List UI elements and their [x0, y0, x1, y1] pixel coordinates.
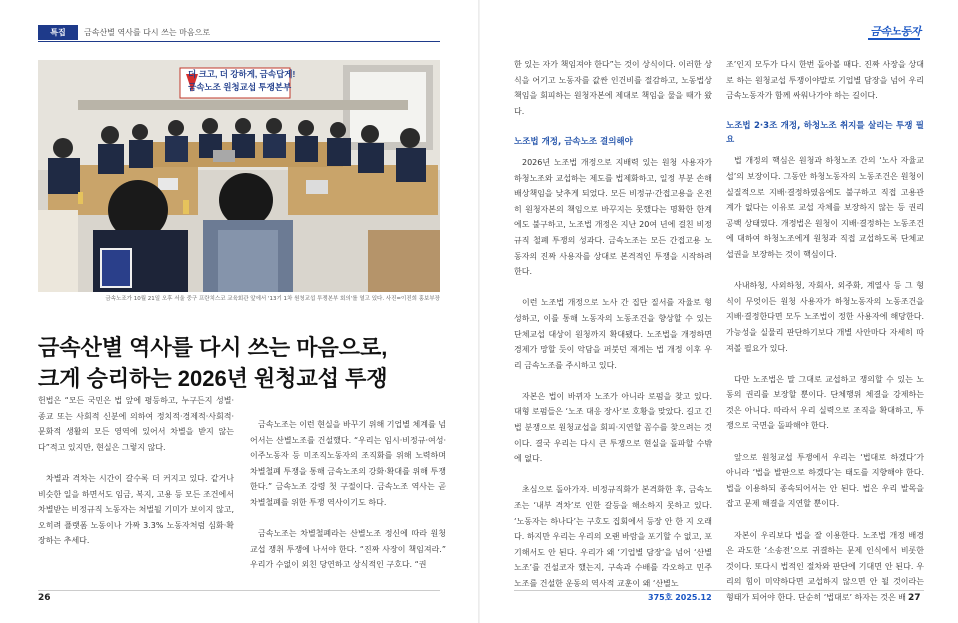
photo-caption: 금속노조가 10월 21일 오후 서울 중구 프란치스코 교육회관 앞에서 '13기 1차 원청교섭 투쟁본부 회의'를 열고 있다. 사진=이진희 홍보부장 — [105, 296, 440, 302]
paragraph: 헌법은 “모든 국민은 법 앞에 평등하고, 누구든지 성별·종교 또는 사회적 신분에 의하여 정치적·경제적·사회적·문화적 생활의 모든 영역에 있어서 차별을 받지 않는다”적고 있지만, 현실은 그렇지 않다. — [38, 396, 234, 452]
paragraph: 조’인지 모두가 다시 한번 돌아볼 때다. 진짜 사장을 상대로 하는 원청교섭 투쟁이야말로 기업별 담장을 넘어 우리 금속노동자가 함께 싸워나가야 하는 길이다. — [726, 60, 924, 101]
paragraph: 초심으로 돌아가자. 비정규직화가 본격화한 후, 금속노조는 ‘내부 격차’로 인한 갈등을 해소하지 못하고 있다. ‘노동자는 하나다’는 구호도 집회에서 등장 안 한 지 오래다. 하지만 우리는 우리의 오랜 바람을 포기할 수 없고, 포기해서도 안 된다. 우리가 왜 ‘기업별 담장’을 넘어 ‘산별노조’를 건설코자 했는지, 구속과 수배를 각오하고 민주노조를 건설한 운동의 역사적 교훈이 왜 ‘산별노 — [514, 485, 712, 588]
headline-line-2: 크게 승리하는 2026년 원청교섭 투쟁 — [38, 366, 388, 391]
issue-info: 375호 2025.12 — [648, 593, 712, 602]
subheading: 노조법 2·3조 개정, 하청노조 취지를 살리는 투쟁 필요 — [726, 121, 924, 146]
page-number-left: 26 — [38, 593, 51, 603]
banner-line-1: 더 크고, 더 강하게, 금속답게! — [188, 69, 296, 79]
paragraph: 차별과 격차는 시간이 갈수록 더 커지고 있다. 같거나 비슷한 일을 하면서도 임금, 복지, 고용 등 모든 조건에서 차별받는 비정규직 노동자는 처벌될 기미가 보이지 않고, 오히려 플랫폼 노동이나 가짜 3.3% 노동자처럼 심화·확장하는 추세다. — [38, 473, 234, 546]
article-headline — [38, 332, 458, 394]
body-column-2 — [250, 417, 446, 573]
paragraph: 금속노조는 차별철폐라는 산별노조 정신에 따라 원청교섭 쟁취 투쟁에 나서야 한다. “진짜 사장이 책임져라.” 우리가 수없이 외친 당연하고 상식적인 구호다. “권 — [250, 529, 446, 570]
section-title: 금속산별 역사를 다시 쓰는 마음으로 — [84, 28, 211, 37]
footer-rule-right — [514, 590, 924, 591]
page-gutter — [478, 0, 480, 623]
paragraph: 법 개정의 핵심은 원청과 하청노조 간의 ‘노사 자율교섭’의 보장이다. 그동안 하청노동자의 노동조건은 원청이 실질적으로 지배·결정하였음에도 불구하고 직접 고용관계가 없다는 이유로 교섭 자체를 보장하지 않는 등 권리 공백 상태였다. 개정법은 원청이 지배·결정하는 노동조건에 대하여 하청노조에게 원청과 직접 교섭하도록 단체교섭권을 보장하는 것이 핵심이다. — [726, 156, 924, 259]
banner-line-2: 금속노조 원청교섭 투쟁본부 — [188, 82, 292, 92]
body-column-1 — [38, 393, 234, 549]
paragraph: 자본이 우리보다 법을 잘 이용한다. 노조법 개정 배경은 과도한 ‘소송전’으로 귀결하는 문제 인식에서 비롯한 것이다. 또다시 법적인 절차와 판단에 기대면 안 된다. 우리의 힘이 미약하다면 교섭하지 않으면 안 될 것이라는 형태가 되어야 한다. 단순히 ‘법대로’ 하자는 것은 배 — [726, 530, 924, 602]
paragraph: 금속노조는 이런 현실을 바꾸기 위해 기업별 체계를 넘어서는 산별노조를 건설했다. “우리는 임시·비정규·여성·이주노동자 등 미조직노동자의 조직화를 위해 노력하며 차별철폐 투쟁을 통해 금속노조의 강화·확대를 위해 투쟁한다.” 금속노조 강령 첫 구절이다. 금속노조 역사는 곧 차별철폐를 위한 투쟁 역사이기도 하다. — [250, 420, 446, 507]
paragraph: 한 있는 자가 책임져야 한다”는 것이 상식이다. 이러한 상식을 어기고 노동자를 값싼 인건비를 절감하고, 노동법상 책임을 회피하는 원청자본에 제대로 책임을 물을 때가 왔다. — [514, 60, 712, 116]
meeting-photo-illustration — [38, 60, 440, 292]
paragraph: 다만 노조법은 말 그대로 교섭하고 쟁의할 수 있는 노동의 권리를 보장할 뿐이다. 단체행위 체결을 강제하는 것은 아니다. 따라서 우리 실력으로 조직을 확대하고, 투쟁으로 국면을 돌파해야 한다. — [726, 374, 924, 431]
logo-underline — [868, 38, 920, 40]
headline-line-1: 금속산별 역사를 다시 쓰는 마음으로, — [38, 335, 388, 360]
paragraph: 이런 노조법 개정으로 노사 간 집단 질서를 자율로 형성하고, 이를 통해 노동자의 노동조건을 향상할 수 있는 단체교섭 대상이 원청까지 확대됐다. 노조법을 개정하면 경제가 망할 듯이 악담을 퍼붓던 재계는 법 개정 이후 우리 금속노조를 주시하고 있다. — [514, 298, 712, 370]
paragraph: 사내하청, 사외하청, 자회사, 외주화, 계열사 등 그 형식이 무엇이든 원청 사용자가 하청노동자의 노동조건을 지배·결정한다면 모두 노조법이 정한 사용자에 해당한다. 가능성을 실물리 판단하기보다 개별 사안마다 자세히 따져볼 필요가 있다. — [726, 281, 924, 353]
body-column-3 — [514, 57, 712, 592]
page-number-right: 27 — [908, 593, 921, 603]
meeting-photo — [38, 60, 440, 292]
paragraph: 앞으로 원청교섭 투쟁에서 우리는 ‘법대로 하겠다’가 아니라 ‘법을 발판으로 하겠다’는 태도를 지향해야 한다. 법을 이용하되 종속되어서는 안 된다. 법은 우리 발목을 잡고 문제 해결을 지연할 뿐이다. — [726, 452, 924, 509]
footer-rule-left — [38, 590, 440, 591]
body-column-4 — [726, 57, 924, 606]
magazine-logo: 금속노동자 — [870, 25, 921, 38]
section-badge: 특집 — [38, 25, 78, 40]
paragraph: 2026년 노조법 개정으로 지배력 있는 원청 사용자가 하청노조와 교섭하는 제도를 법제화하고, 일정 부분 손해배상책임을 낮추게 되었다. 모든 비정규·간접고용을 온전히 원청자본의 책임으로 바꾸지는 못했다는 명확한 한계에도 불구하고, 노조법 개정은 지난 20여 년에 걸친 비정규직 철폐 투쟁의 성과다. 금속노조는 모든 간접고용 노동자의 진짜 사용자를 상대로 본격적인 투쟁을 시작하려 한다. — [514, 157, 712, 277]
paragraph: 자본은 법이 바뀌자 노조가 아니라 로펌을 찾고 있다. 대형 로펌들은 ‘노조 대응 장사’로 호황을 맞았다. 길고 긴 법 분쟁으로 원청교섭을 회피·지연할 꼼수를 찾으려는 것이다. 결국 우리는 다시 큰 투쟁으로 현실을 돌파할 수밖에 없다. — [514, 391, 712, 464]
subheading: 노조법 개정, 금속노조 결의해야 — [514, 136, 633, 147]
header-rule — [38, 41, 440, 42]
